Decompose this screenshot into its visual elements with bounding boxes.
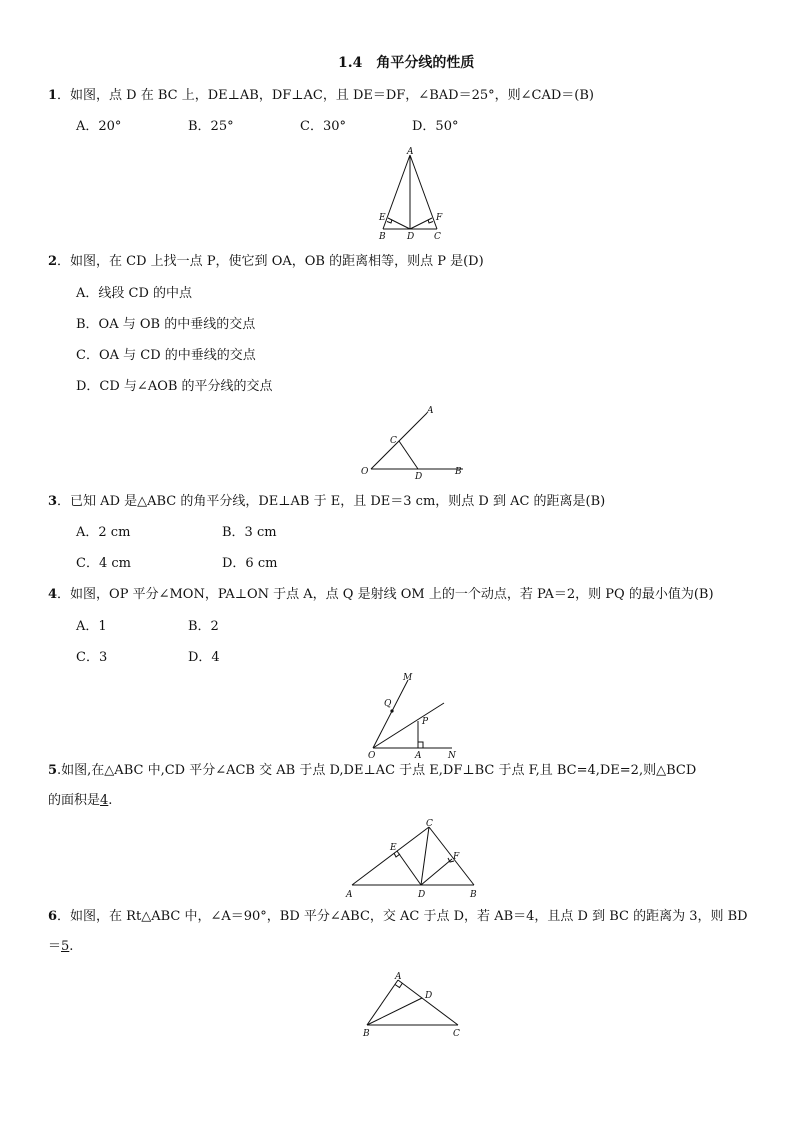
- label-c: C: [453, 1029, 460, 1039]
- question-number: 3: [48, 494, 58, 509]
- option-a: A．1: [76, 619, 107, 634]
- label-d: D: [415, 472, 423, 482]
- question-number: 4: [48, 587, 58, 602]
- label-o: O: [368, 751, 376, 761]
- question-1: [48, 87, 594, 105]
- label-a: A: [346, 890, 353, 900]
- option-b: B．3 cm: [222, 525, 277, 540]
- question-4: [48, 586, 714, 604]
- option-a: A．2 cm: [76, 525, 131, 540]
- label-c: C: [434, 232, 441, 242]
- answer-blank: 5: [61, 939, 70, 954]
- option-b: B．2: [188, 619, 219, 634]
- figure-4: [360, 668, 470, 760]
- question-stem-cont: ＝: [48, 939, 62, 954]
- label-a: A: [395, 972, 402, 982]
- question-stem: ．已知 AD 是△ABC 的角平分线，DE⊥AB 于 E，且 DE＝3 cm，则点 D 到 AC 的距离是(B): [57, 494, 606, 509]
- question-3: [48, 493, 605, 511]
- question-5: [48, 762, 696, 780]
- option-c: C．3: [76, 650, 108, 665]
- option-d: D．4: [188, 650, 220, 665]
- question-number: 1: [48, 88, 58, 103]
- label-q: Q: [384, 699, 392, 709]
- label-a: A: [415, 751, 422, 761]
- question-stem: ．如图，在 Rt△ABC 中，∠A＝90°，BD 平分∠ABC，交 AC 于点 D，若 AB＝4，且点 D 到 BC 的距离为 3，则 BD: [57, 909, 748, 924]
- label-e: E: [390, 843, 397, 853]
- label-d: D: [418, 890, 426, 900]
- label-d: D: [407, 232, 415, 242]
- label-p: P: [422, 717, 429, 727]
- label-b: B: [379, 232, 386, 242]
- figure-2: [355, 400, 475, 485]
- figure-5: [340, 815, 485, 903]
- figure-1: [370, 145, 450, 245]
- label-n: N: [448, 751, 456, 761]
- label-c: C: [390, 436, 397, 446]
- question-stem: ．如图，OP 平分∠MON，PA⊥ON 于点 A，点 Q 是射线 OM 上的一个动点，若 PA＝2，则 PQ 的最小值为(B): [57, 587, 714, 602]
- label-d: D: [425, 991, 433, 1001]
- question-6: [48, 908, 748, 926]
- option-b: B．OA 与 OB 的中垂线的交点: [76, 317, 256, 332]
- period: .: [108, 793, 113, 808]
- question-number: 6: [48, 909, 58, 924]
- label-f: F: [436, 213, 443, 223]
- label-b: B: [363, 1029, 370, 1039]
- question-stem-cont: 的面积是: [48, 793, 101, 808]
- option-c: C．4 cm: [76, 556, 131, 571]
- label-e: E: [379, 213, 386, 223]
- question-number: 5: [48, 763, 58, 778]
- label-a: A: [427, 406, 434, 416]
- question-stem: ．如图，在 CD 上找一点 P，使它到 OA，OB 的距离相等，则点 P 是(D): [57, 254, 484, 269]
- option-a: A．20°: [76, 119, 122, 134]
- answer-blank: 4: [100, 793, 109, 808]
- question-number: 2: [48, 254, 58, 269]
- option-b: B．25°: [188, 119, 234, 134]
- option-d: D．CD 与∠AOB 的平分线的交点: [76, 379, 273, 394]
- page-title: 1.4 角平分线的性质: [338, 55, 475, 71]
- option-c: C．30°: [300, 119, 346, 134]
- label-b: B: [455, 467, 462, 477]
- question-2: [48, 253, 484, 271]
- question-6-line-2: [48, 938, 73, 956]
- option-a: A．线段 CD 的中点: [76, 286, 193, 301]
- figure-6: [355, 965, 470, 1040]
- label-o: O: [361, 467, 369, 477]
- option-d: D．50°: [412, 119, 459, 134]
- label-b: B: [470, 890, 477, 900]
- question-stem: ．如图，点 D 在 BC 上，DE⊥AB，DF⊥AC，且 DE＝DF，∠BAD＝25°，则∠CAD＝(B): [57, 88, 594, 103]
- question-5-line-2: [48, 792, 112, 810]
- period: .: [69, 939, 74, 954]
- option-c: C．OA 与 CD 的中垂线的交点: [76, 348, 256, 363]
- question-stem: .如图,在△ABC 中,CD 平分∠ACB 交 AB 于点 D,DE⊥AC 于点 E,DF⊥BC 于点 F,且 BC=4,DE=2,则△BCD: [57, 763, 697, 778]
- label-c: C: [426, 819, 433, 829]
- label-m: M: [403, 673, 413, 683]
- label-a: A: [407, 147, 414, 157]
- label-f: F: [453, 852, 460, 862]
- option-d: D．6 cm: [222, 556, 278, 571]
